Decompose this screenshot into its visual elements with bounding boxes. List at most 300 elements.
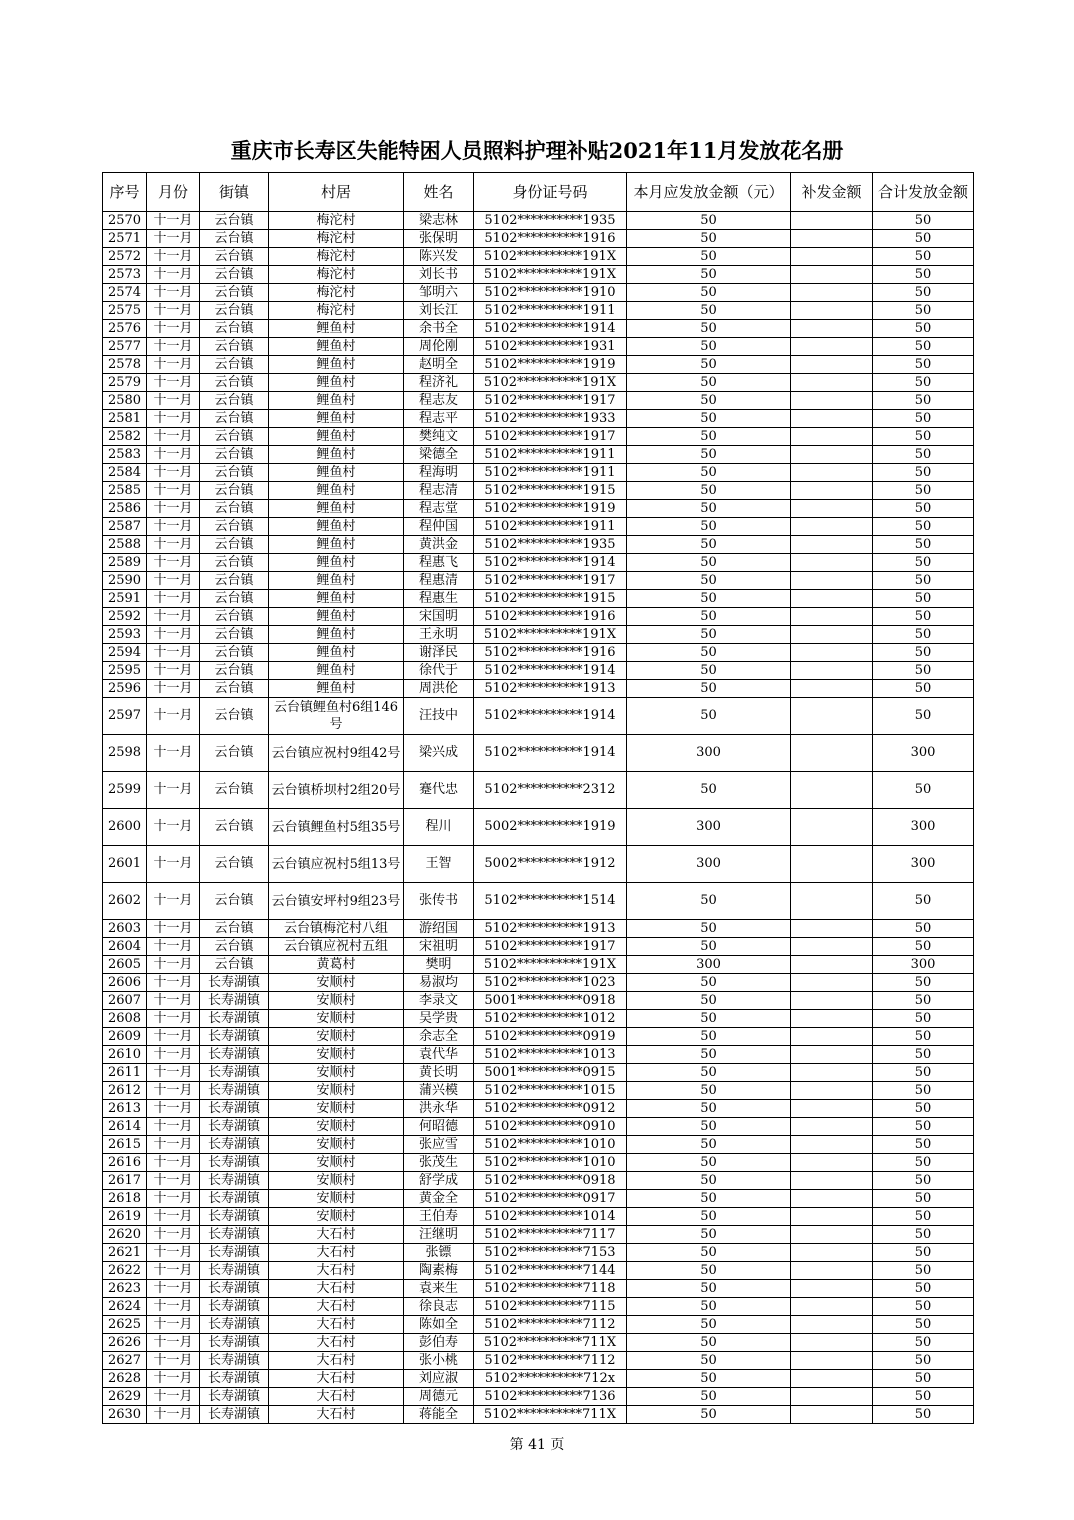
- table-cell: 50: [627, 302, 791, 320]
- table-cell: 长寿湖镇: [200, 1136, 269, 1154]
- table-cell: 安顺村: [269, 1136, 404, 1154]
- table-cell: 2578: [103, 356, 147, 374]
- table-row: [103, 974, 974, 992]
- table-cell: 2629: [103, 1388, 147, 1406]
- table-cell: 50: [627, 248, 791, 266]
- table-cell: 50: [873, 626, 974, 644]
- table-cell: 鲤鱼村: [269, 554, 404, 572]
- table-cell: 5002**********1919: [474, 809, 627, 846]
- table-cell: 2611: [103, 1064, 147, 1082]
- table-cell: 2607: [103, 992, 147, 1010]
- table-row: [103, 735, 974, 772]
- header-cell: 本月应发放金额（元）: [627, 173, 791, 212]
- table-row: [103, 1028, 974, 1046]
- table-cell: 安顺村: [269, 1082, 404, 1100]
- table-cell: 王永明: [404, 626, 474, 644]
- table-cell: 5102**********1012: [474, 1010, 627, 1028]
- table-cell: [791, 482, 873, 500]
- table-cell: 2621: [103, 1244, 147, 1262]
- table-cell: 2609: [103, 1028, 147, 1046]
- table-cell: 十一月: [147, 572, 200, 590]
- table-cell: 50: [627, 1064, 791, 1082]
- table-cell: 云台镇: [200, 608, 269, 626]
- table-cell: 300: [627, 956, 791, 974]
- table-cell: 2608: [103, 1010, 147, 1028]
- table-cell: 50: [627, 772, 791, 809]
- table-cell: 50: [873, 374, 974, 392]
- table-cell: 50: [873, 974, 974, 992]
- table-cell: 大石村: [269, 1334, 404, 1352]
- table-cell: 50: [627, 482, 791, 500]
- table-cell: 云台镇: [200, 482, 269, 500]
- table-cell: [791, 338, 873, 356]
- table-cell: 300: [873, 809, 974, 846]
- table-row: [103, 608, 974, 626]
- table-cell: 2585: [103, 482, 147, 500]
- table-cell: 50: [627, 590, 791, 608]
- table-cell: 安顺村: [269, 974, 404, 992]
- table-row: [103, 1172, 974, 1190]
- table-cell: 50: [627, 1082, 791, 1100]
- table-cell: 5102**********7118: [474, 1280, 627, 1298]
- table-cell: 鲤鱼村: [269, 572, 404, 590]
- table-cell: 安顺村: [269, 1028, 404, 1046]
- table-cell: [791, 230, 873, 248]
- table-row: [103, 1046, 974, 1064]
- table-cell: 2623: [103, 1280, 147, 1298]
- table-cell: 长寿湖镇: [200, 1388, 269, 1406]
- table-cell: 50: [873, 212, 974, 230]
- table-cell: 2588: [103, 536, 147, 554]
- table-cell: 5102**********1917: [474, 572, 627, 590]
- table-cell: 50: [627, 284, 791, 302]
- table-cell: 十一月: [147, 809, 200, 846]
- header-cell: 村居: [269, 173, 404, 212]
- table-row: [103, 356, 974, 374]
- table-cell: [791, 1136, 873, 1154]
- table-cell: 50: [873, 1244, 974, 1262]
- table-cell: 云台镇: [200, 356, 269, 374]
- table-cell: 安顺村: [269, 1154, 404, 1172]
- table-cell: 易淑均: [404, 974, 474, 992]
- table-cell: 云台镇: [200, 374, 269, 392]
- table-row: [103, 626, 974, 644]
- table-cell: 十一月: [147, 1208, 200, 1226]
- table-cell: 5102**********1919: [474, 356, 627, 374]
- table-cell: 长寿湖镇: [200, 1406, 269, 1424]
- table-cell: 周伦刚: [404, 338, 474, 356]
- table-cell: 5102**********1919: [474, 500, 627, 518]
- table-cell: 梁志林: [404, 212, 474, 230]
- table-cell: 2590: [103, 572, 147, 590]
- table-cell: 长寿湖镇: [200, 1172, 269, 1190]
- table-cell: 十一月: [147, 992, 200, 1010]
- table-cell: 十一月: [147, 735, 200, 772]
- table-cell: 十一月: [147, 464, 200, 482]
- table-cell: [791, 356, 873, 374]
- table-row: [103, 320, 974, 338]
- table-cell: 徐代于: [404, 662, 474, 680]
- table-cell: 十一月: [147, 1028, 200, 1046]
- table-cell: 50: [873, 662, 974, 680]
- table-cell: 十一月: [147, 1136, 200, 1154]
- table-cell: 十一月: [147, 938, 200, 956]
- table-cell: [791, 266, 873, 284]
- table-cell: 50: [873, 1136, 974, 1154]
- table-cell: 张应雪: [404, 1136, 474, 1154]
- table-cell: 黄长明: [404, 1064, 474, 1082]
- table-cell: 50: [627, 1298, 791, 1316]
- table-cell: 长寿湖镇: [200, 1370, 269, 1388]
- table-cell: 李录文: [404, 992, 474, 1010]
- table-cell: 50: [627, 992, 791, 1010]
- table-cell: 2580: [103, 392, 147, 410]
- table-cell: 50: [873, 356, 974, 374]
- table-cell: 50: [627, 1100, 791, 1118]
- table-cell: 十一月: [147, 1370, 200, 1388]
- table-cell: 50: [873, 883, 974, 920]
- table-cell: 十一月: [147, 846, 200, 883]
- table-cell: 云台镇: [200, 698, 269, 735]
- table-cell: 长寿湖镇: [200, 1028, 269, 1046]
- table-cell: 50: [873, 536, 974, 554]
- table-cell: 洪永华: [404, 1100, 474, 1118]
- table-cell: 50: [627, 536, 791, 554]
- table-cell: 5102**********1911: [474, 446, 627, 464]
- table-cell: 十一月: [147, 1172, 200, 1190]
- table-cell: 5102**********1913: [474, 680, 627, 698]
- table-cell: 梁兴成: [404, 735, 474, 772]
- table-cell: 梅沱村: [269, 284, 404, 302]
- table-cell: 5102**********1917: [474, 428, 627, 446]
- table-cell: 程惠生: [404, 590, 474, 608]
- table-row: [103, 590, 974, 608]
- table-cell: 5102**********1010: [474, 1136, 627, 1154]
- table-cell: 2617: [103, 1172, 147, 1190]
- table-cell: [791, 302, 873, 320]
- table-cell: 50: [627, 1208, 791, 1226]
- table-cell: 云台镇应祝村五组: [269, 938, 404, 956]
- table-cell: 鲤鱼村: [269, 680, 404, 698]
- table-cell: 安顺村: [269, 1208, 404, 1226]
- table-cell: 余志全: [404, 1028, 474, 1046]
- table-cell: 十一月: [147, 266, 200, 284]
- table-cell: 50: [627, 554, 791, 572]
- table-cell: 300: [873, 956, 974, 974]
- table-cell: 十一月: [147, 698, 200, 735]
- table-cell: 50: [873, 554, 974, 572]
- table-cell: 50: [627, 626, 791, 644]
- table-row: [103, 1118, 974, 1136]
- table-cell: 梅沱村: [269, 248, 404, 266]
- table-cell: [791, 572, 873, 590]
- table-cell: 50: [627, 500, 791, 518]
- table-cell: 十一月: [147, 338, 200, 356]
- table-cell: 5102**********1915: [474, 590, 627, 608]
- table-cell: 2606: [103, 974, 147, 992]
- table-cell: 50: [627, 1136, 791, 1154]
- table-cell: 50: [627, 212, 791, 230]
- table-cell: 云台镇: [200, 284, 269, 302]
- table-cell: 50: [627, 1028, 791, 1046]
- table-row: [103, 410, 974, 428]
- table-cell: 梅沱村: [269, 302, 404, 320]
- table-cell: 50: [873, 1010, 974, 1028]
- table-cell: [791, 590, 873, 608]
- table-cell: 5102**********1911: [474, 518, 627, 536]
- table-cell: 梅沱村: [269, 212, 404, 230]
- table-row: [103, 230, 974, 248]
- table-cell: [791, 608, 873, 626]
- table-cell: 50: [627, 1244, 791, 1262]
- table-cell: 云台镇: [200, 464, 269, 482]
- table-cell: 宋祖明: [404, 938, 474, 956]
- table-cell: 程海明: [404, 464, 474, 482]
- table-cell: 十一月: [147, 680, 200, 698]
- table-cell: 50: [627, 680, 791, 698]
- header-cell: 身份证号码: [474, 173, 627, 212]
- table-cell: [791, 1298, 873, 1316]
- table-cell: 5102**********7153: [474, 1244, 627, 1262]
- table-row: [103, 1298, 974, 1316]
- table-cell: 5102**********191X: [474, 248, 627, 266]
- table-cell: 50: [627, 374, 791, 392]
- table-cell: 云台镇: [200, 248, 269, 266]
- table-cell: 300: [873, 846, 974, 883]
- table-cell: [791, 212, 873, 230]
- table-cell: 十一月: [147, 1388, 200, 1406]
- table-cell: [791, 974, 873, 992]
- table-cell: 鲤鱼村: [269, 428, 404, 446]
- table-row: [103, 482, 974, 500]
- table-cell: 陈兴发: [404, 248, 474, 266]
- table-cell: 50: [873, 302, 974, 320]
- table-cell: 300: [627, 809, 791, 846]
- table-cell: 大石村: [269, 1316, 404, 1334]
- table-cell: 鲤鱼村: [269, 482, 404, 500]
- table-cell: 长寿湖镇: [200, 1118, 269, 1136]
- table-cell: [791, 1082, 873, 1100]
- table-row: [103, 644, 974, 662]
- table-cell: 鲤鱼村: [269, 590, 404, 608]
- table-cell: 十一月: [147, 392, 200, 410]
- table-cell: 十一月: [147, 410, 200, 428]
- table-cell: 云台镇应祝村5组13号: [269, 846, 404, 883]
- header-cell: 合计发放金额: [873, 173, 974, 212]
- table-cell: 十一月: [147, 920, 200, 938]
- table-cell: [791, 410, 873, 428]
- table-cell: [791, 284, 873, 302]
- table-cell: 云台镇鲤鱼村6组146号: [269, 698, 404, 735]
- table-cell: 5102**********1014: [474, 1208, 627, 1226]
- table-row: [103, 1244, 974, 1262]
- table-cell: [791, 248, 873, 266]
- table-cell: 50: [627, 1406, 791, 1424]
- table-cell: 50: [873, 482, 974, 500]
- table-cell: 程仲国: [404, 518, 474, 536]
- table-cell: 50: [627, 230, 791, 248]
- table-cell: 5102**********1933: [474, 410, 627, 428]
- table-cell: 云台镇: [200, 938, 269, 956]
- table-row: [103, 1262, 974, 1280]
- table-cell: 50: [627, 1334, 791, 1352]
- table-cell: 十一月: [147, 518, 200, 536]
- table-cell: 宋国明: [404, 608, 474, 626]
- table-cell: 云台镇: [200, 572, 269, 590]
- table-cell: 云台镇: [200, 662, 269, 680]
- table-cell: 长寿湖镇: [200, 1244, 269, 1262]
- table-row: [103, 698, 974, 735]
- table-row: [103, 554, 974, 572]
- table-cell: 50: [627, 338, 791, 356]
- table-cell: 2594: [103, 644, 147, 662]
- table-row: [103, 1280, 974, 1298]
- table-cell: 50: [627, 428, 791, 446]
- table-cell: 2596: [103, 680, 147, 698]
- table-cell: [791, 1334, 873, 1352]
- table-row: [103, 1226, 974, 1244]
- table-cell: 50: [627, 572, 791, 590]
- table-cell: 长寿湖镇: [200, 1046, 269, 1064]
- table-cell: 2595: [103, 662, 147, 680]
- table-cell: 十一月: [147, 1280, 200, 1298]
- table-cell: 5102**********1911: [474, 302, 627, 320]
- table-cell: 十一月: [147, 1334, 200, 1352]
- table-cell: 50: [873, 1262, 974, 1280]
- table-cell: 鲤鱼村: [269, 500, 404, 518]
- table-cell: 2570: [103, 212, 147, 230]
- table-cell: 大石村: [269, 1262, 404, 1280]
- table-cell: 十一月: [147, 1244, 200, 1262]
- table-cell: 50: [873, 248, 974, 266]
- table-cell: 2619: [103, 1208, 147, 1226]
- table-row: [103, 446, 974, 464]
- table-cell: 安顺村: [269, 1100, 404, 1118]
- table-cell: 十一月: [147, 212, 200, 230]
- table-cell: 蒲兴模: [404, 1082, 474, 1100]
- table-row: [103, 1136, 974, 1154]
- table-cell: 50: [873, 608, 974, 626]
- table-cell: [791, 735, 873, 772]
- table-cell: 云台镇: [200, 428, 269, 446]
- table-cell: 50: [873, 428, 974, 446]
- table-cell: 50: [873, 392, 974, 410]
- table-cell: 长寿湖镇: [200, 1064, 269, 1082]
- table-cell: 鲤鱼村: [269, 320, 404, 338]
- table-cell: [791, 320, 873, 338]
- table-cell: 50: [873, 1118, 974, 1136]
- table-cell: 50: [873, 1028, 974, 1046]
- table-cell: 2601: [103, 846, 147, 883]
- table-cell: [791, 1226, 873, 1244]
- document-title: 重庆市长寿区失能特困人员照料护理补贴2021年11月发放花名册: [230, 138, 844, 163]
- table-cell: 陈如全: [404, 1316, 474, 1334]
- header-cell: 月份: [147, 173, 200, 212]
- table-cell: [791, 536, 873, 554]
- table-row: [103, 536, 974, 554]
- table-cell: 安顺村: [269, 1010, 404, 1028]
- header-cell: 姓名: [404, 173, 474, 212]
- table-cell: 大石村: [269, 1352, 404, 1370]
- table-row: [103, 212, 974, 230]
- table-cell: 长寿湖镇: [200, 1190, 269, 1208]
- table-cell: 云台镇: [200, 883, 269, 920]
- table-cell: 十一月: [147, 248, 200, 266]
- table-cell: 周德元: [404, 1388, 474, 1406]
- table-cell: 张保明: [404, 230, 474, 248]
- table-cell: 5102**********2312: [474, 772, 627, 809]
- table-cell: [791, 1028, 873, 1046]
- table-cell: 袁代华: [404, 1046, 474, 1064]
- table-cell: 十一月: [147, 554, 200, 572]
- table-cell: 2587: [103, 518, 147, 536]
- table-cell: 陶素梅: [404, 1262, 474, 1280]
- table-cell: 50: [627, 1280, 791, 1298]
- table-cell: 十一月: [147, 1100, 200, 1118]
- table-cell: 邹明六: [404, 284, 474, 302]
- table-cell: 2618: [103, 1190, 147, 1208]
- table-cell: 2613: [103, 1100, 147, 1118]
- table-cell: 十一月: [147, 1298, 200, 1316]
- table-cell: 刘应淑: [404, 1370, 474, 1388]
- table-cell: 程惠清: [404, 572, 474, 590]
- table-cell: 5102**********0919: [474, 1028, 627, 1046]
- table-cell: 十一月: [147, 662, 200, 680]
- table-cell: 云台镇: [200, 446, 269, 464]
- table-cell: 5102**********711X: [474, 1334, 627, 1352]
- table-cell: 50: [873, 320, 974, 338]
- table-cell: 云台镇: [200, 536, 269, 554]
- table-cell: 5102**********191X: [474, 956, 627, 974]
- table-row: [103, 920, 974, 938]
- table-cell: 300: [627, 846, 791, 883]
- table-cell: 长寿湖镇: [200, 1208, 269, 1226]
- table-cell: 长寿湖镇: [200, 1154, 269, 1172]
- table-cell: 徐良志: [404, 1298, 474, 1316]
- table-cell: 300: [627, 735, 791, 772]
- table-cell: 长寿湖镇: [200, 1316, 269, 1334]
- table-cell: 安顺村: [269, 1190, 404, 1208]
- table-cell: 云台镇: [200, 735, 269, 772]
- table-cell: [791, 1352, 873, 1370]
- table-cell: 游绍国: [404, 920, 474, 938]
- table-cell: [791, 1262, 873, 1280]
- table-cell: 云台镇: [200, 644, 269, 662]
- table-cell: 5102**********0910: [474, 1118, 627, 1136]
- table-cell: 50: [627, 1046, 791, 1064]
- table-cell: [791, 662, 873, 680]
- table-cell: 长寿湖镇: [200, 1334, 269, 1352]
- table-row: [103, 500, 974, 518]
- table-cell: 5102**********1916: [474, 608, 627, 626]
- table-row: [103, 1370, 974, 1388]
- table-cell: 2598: [103, 735, 147, 772]
- table-cell: [791, 920, 873, 938]
- roster-table: [102, 172, 974, 1424]
- table-cell: 5102**********1914: [474, 698, 627, 735]
- table-cell: 50: [627, 1316, 791, 1334]
- table-row: [103, 464, 974, 482]
- table-cell: 2614: [103, 1118, 147, 1136]
- table-cell: 5102**********1023: [474, 974, 627, 992]
- table-cell: 5102**********1914: [474, 662, 627, 680]
- table-cell: 张传书: [404, 883, 474, 920]
- table-cell: 蹇代忠: [404, 772, 474, 809]
- table-cell: 50: [873, 266, 974, 284]
- table-cell: 云台镇: [200, 320, 269, 338]
- table-cell: 鲤鱼村: [269, 446, 404, 464]
- table-cell: 2602: [103, 883, 147, 920]
